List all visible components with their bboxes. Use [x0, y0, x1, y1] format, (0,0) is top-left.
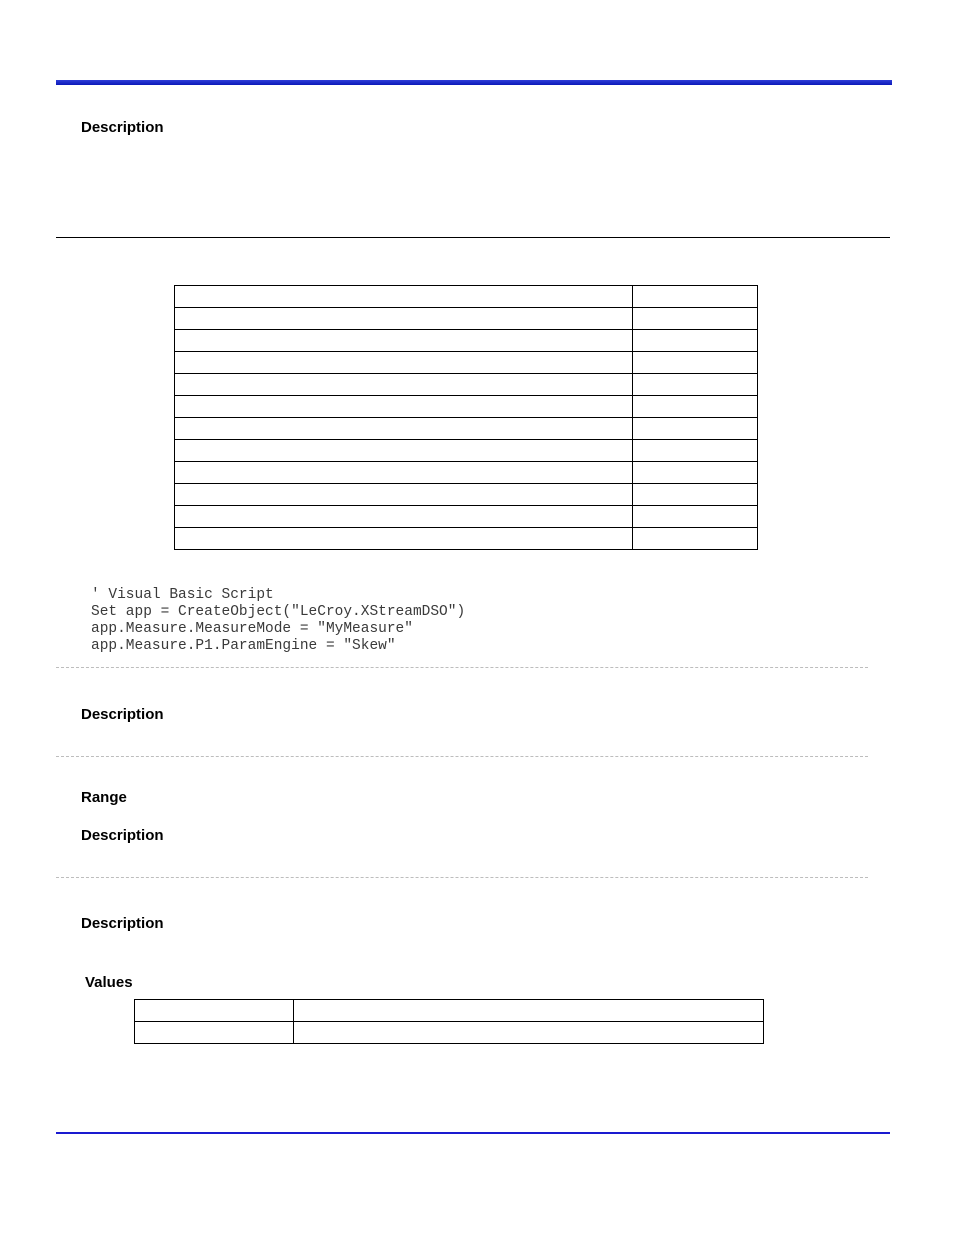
table-row — [135, 1000, 764, 1022]
table-row — [175, 440, 758, 462]
table-cell — [175, 352, 633, 374]
table-cell — [633, 352, 758, 374]
table-cell — [633, 528, 758, 550]
table-row — [175, 396, 758, 418]
section-divider — [56, 237, 890, 238]
table-cell — [175, 506, 633, 528]
table-cell — [175, 528, 633, 550]
section1-description-heading: Description — [81, 119, 164, 136]
table-cell — [135, 1022, 294, 1044]
table-cell — [175, 462, 633, 484]
table-cell — [294, 1000, 764, 1022]
table-cell — [175, 374, 633, 396]
table-cell — [175, 418, 633, 440]
table-cell — [633, 330, 758, 352]
section4-values-heading: Values — [85, 974, 133, 991]
table-row — [175, 308, 758, 330]
table-cell — [633, 286, 758, 308]
footer-rule — [56, 1132, 890, 1134]
dashed-separator — [56, 667, 868, 668]
code-line: app.Measure.MeasureMode = "MyMeasure" — [91, 621, 413, 637]
table-row — [175, 374, 758, 396]
table-row — [175, 462, 758, 484]
table-cell — [294, 1022, 764, 1044]
table-cell — [633, 506, 758, 528]
table-cell — [175, 286, 633, 308]
table-cell — [633, 374, 758, 396]
code-line: Set app = CreateObject("LeCroy.XStreamDSO") — [91, 604, 466, 620]
section3-description-heading: Description — [81, 827, 164, 844]
table-cell — [175, 484, 633, 506]
table-cell — [633, 308, 758, 330]
header-rule — [56, 80, 892, 85]
section2-description-heading: Description — [81, 706, 164, 723]
section3-range-heading: Range — [81, 789, 127, 806]
parameter-table — [174, 285, 758, 550]
dashed-separator — [56, 877, 868, 878]
table-cell — [175, 396, 633, 418]
table-cell — [633, 440, 758, 462]
values-table — [134, 999, 764, 1044]
table-cell — [135, 1000, 294, 1022]
table-cell — [633, 484, 758, 506]
table-cell — [633, 462, 758, 484]
section4-description-heading: Description — [81, 915, 164, 932]
code-line: ' Visual Basic Script — [91, 587, 274, 603]
table-row — [135, 1022, 764, 1044]
table-row — [175, 484, 758, 506]
table-row — [175, 330, 758, 352]
table-row — [175, 506, 758, 528]
code-sample — [91, 587, 465, 655]
table-cell — [633, 396, 758, 418]
table-cell — [175, 308, 633, 330]
table-cell — [175, 330, 633, 352]
table-row — [175, 528, 758, 550]
table-row — [175, 286, 758, 308]
code-line: app.Measure.P1.ParamEngine = "Skew" — [91, 638, 396, 654]
dashed-separator — [56, 756, 868, 757]
table-cell — [633, 418, 758, 440]
table-row — [175, 418, 758, 440]
table-cell — [175, 440, 633, 462]
table-row — [175, 352, 758, 374]
